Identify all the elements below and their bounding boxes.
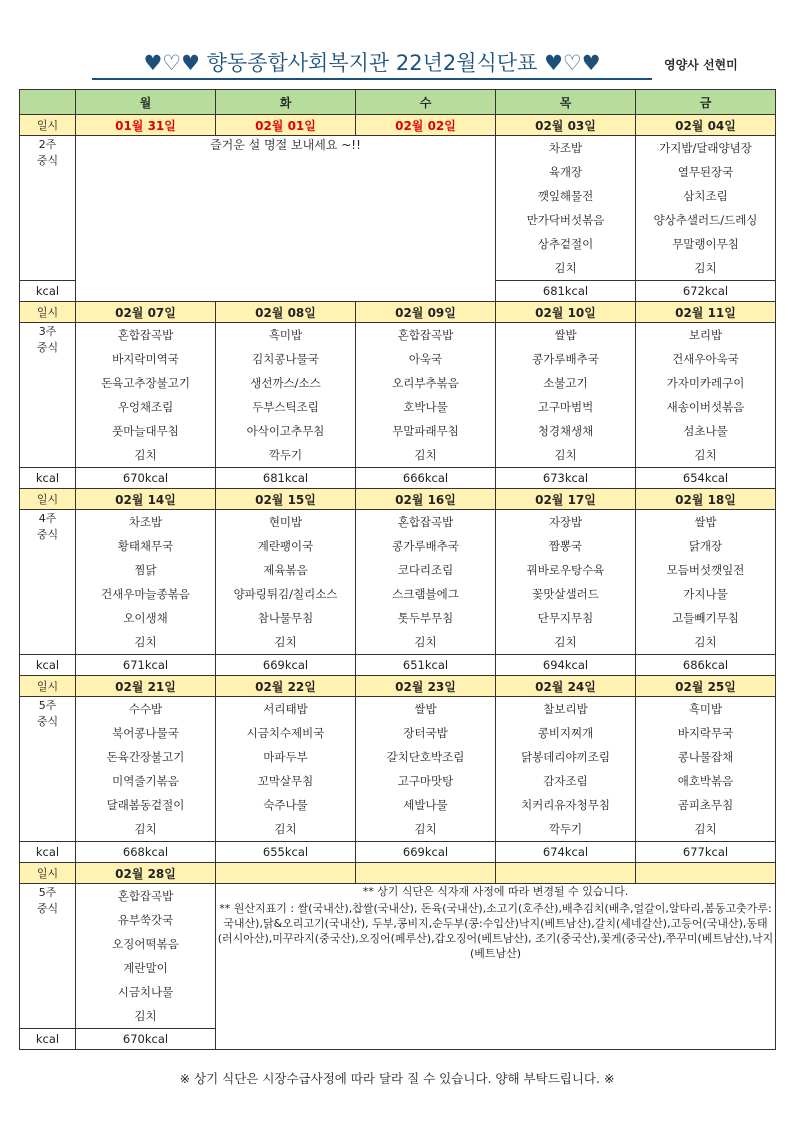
- kcal-cell: 670kcal: [76, 1029, 216, 1050]
- kcal-cell: 669kcal: [356, 842, 496, 863]
- kcal-row-week4: [20, 655, 776, 676]
- menu-table: [19, 89, 776, 1050]
- day-wed: 수: [356, 90, 496, 115]
- menu-item: 꽃맛살샐러드: [532, 587, 599, 601]
- day-tue: 화: [216, 90, 356, 115]
- menu-row-week3: [20, 323, 776, 468]
- menu-cell: [76, 697, 216, 842]
- menu-item: 달래봄동겉절이: [106, 798, 185, 812]
- menu-item: 애호박볶음: [677, 774, 734, 788]
- menu-row-week6: [20, 884, 776, 1029]
- menu-item: 바지락무국: [677, 726, 734, 740]
- menu-item: 쌀밥: [694, 515, 717, 529]
- dietitian-name: 영양사 선현미: [664, 58, 738, 72]
- empty-date-cell: [636, 863, 776, 884]
- date-row-week4: [20, 489, 776, 510]
- menu-item: 콩비지찌개: [537, 726, 594, 740]
- menu-cell: [356, 697, 496, 842]
- origin-label-notice: ** 원산지표기 : 쌀(국내산),찹쌀(국내산), 돈육(국내산),소고기(호주산),배추김치(배추,얼갈이,알타리,봄동고춧가루:국내산),닭&오리고기(국내산), 두부,콩비지,순두부(콩:수입산)낙지(베트남산),갈치(세네갈산),고등어(국내산),동태(러시아산),미꾸라지(중국산),오징어(페루산),갑오징어(베트남산), 조기(중국산),꽃게(중국산),쭈꾸미(베트남산),낙지(베트남산): [217, 902, 774, 960]
- menu-item: 고구마맛탕: [397, 774, 454, 788]
- empty-date-cell: [216, 863, 356, 884]
- menu-cell: [496, 136, 636, 281]
- menu-item: 흑미밥: [688, 702, 723, 716]
- title-text: 향동종합사회복지관 22년2월식단표: [206, 51, 538, 75]
- menu-item: 깍두기: [548, 822, 583, 836]
- kcal-cell: 681kcal: [216, 468, 356, 489]
- menu-item: 감자조림: [543, 774, 588, 788]
- menu-item: 시금치수제비국: [246, 726, 325, 740]
- menu-item: 깻잎해물전: [537, 189, 594, 203]
- menu-item: 두부스틱조림: [252, 400, 319, 414]
- kcal-label: kcal: [20, 468, 76, 489]
- menu-item: 김치: [694, 448, 717, 462]
- date-cell: 02월 04일: [636, 115, 776, 136]
- menu-row-week4: [20, 510, 776, 655]
- menu-item: 김치: [554, 635, 577, 649]
- menu-item: 건새우아욱국: [672, 352, 739, 366]
- menu-item: 풋마늘대무침: [112, 424, 179, 438]
- menu-item: 생선까스/소스: [250, 376, 321, 390]
- menu-item: 상추겉절이: [537, 237, 594, 251]
- menu-cell: [496, 323, 636, 468]
- menu-item: 소불고기: [543, 376, 588, 390]
- date-cell: 02월 22일: [216, 676, 356, 697]
- menu-cell: [76, 323, 216, 468]
- menu-item: 가지밥/달래양념장: [659, 141, 752, 155]
- menu-item: 청경채생채: [537, 424, 594, 438]
- menu-item: 김치: [554, 448, 577, 462]
- menu-item: 오징어떡볶음: [112, 937, 179, 951]
- hearts-left-icon: ♥♡♥: [143, 51, 200, 75]
- menu-item: 가지나물: [683, 587, 728, 601]
- menu-item: 자장밥: [548, 515, 583, 529]
- menu-item: 모듬버섯깻잎전: [666, 563, 745, 577]
- menu-item: 김치콩나물국: [252, 352, 319, 366]
- date-row-week3: [20, 302, 776, 323]
- kcal-label: kcal: [20, 655, 76, 676]
- menu-item: 흑미밥: [268, 328, 303, 342]
- menu-item: 김치: [694, 261, 717, 275]
- menu-item: 꼬막살무침: [257, 774, 314, 788]
- kcal-cell: 654kcal: [636, 468, 776, 489]
- date-label: 일시: [20, 489, 76, 510]
- kcal-cell: 674kcal: [496, 842, 636, 863]
- menu-cell: [356, 510, 496, 655]
- menu-item: 계란말이: [123, 961, 168, 975]
- date-cell: 02월 25일: [636, 676, 776, 697]
- menu-item: 무말랭이무침: [672, 237, 739, 251]
- date-cell: 02월 03일: [496, 115, 636, 136]
- menu-item: 갈치단호박조림: [386, 750, 465, 764]
- menu-item: 무말파래무침: [392, 424, 459, 438]
- menu-item: 마파두부: [263, 750, 308, 764]
- menu-item: 쌀밥: [414, 702, 437, 716]
- menu-item: 단무지무침: [537, 611, 594, 625]
- menu-item: 혼합잡곡밥: [117, 889, 174, 903]
- page-title: [92, 48, 652, 80]
- date-row-week6: [20, 863, 776, 884]
- day-fri: 금: [636, 90, 776, 115]
- menu-cell: [76, 884, 216, 1029]
- menu-item: 김치: [134, 1009, 157, 1023]
- menu-item: 김치: [694, 822, 717, 836]
- menu-item: 김치: [274, 635, 297, 649]
- menu-cell: [216, 323, 356, 468]
- kcal-cell: 672kcal: [636, 281, 776, 302]
- menu-item: 만가닥버섯볶음: [526, 213, 605, 227]
- date-cell: 02월 16일: [356, 489, 496, 510]
- menu-item: 호박나물: [403, 400, 448, 414]
- menu-item: 치커리유자청무침: [521, 798, 610, 812]
- menu-item: 보리밥: [688, 328, 723, 342]
- hearts-right-icon: ♥♡♥: [544, 51, 601, 75]
- week-label: 3주 중식: [20, 323, 76, 468]
- menu-item: 세발나물: [403, 798, 448, 812]
- menu-item: 시금치나물: [117, 985, 174, 999]
- menu-item: 김치: [134, 635, 157, 649]
- menu-item: 차조밥: [548, 141, 583, 155]
- week-label: 5주 중식: [20, 884, 76, 1029]
- menu-item: 고구마범벅: [537, 400, 594, 414]
- kcal-cell: 686kcal: [636, 655, 776, 676]
- date-cell: 02월 18일: [636, 489, 776, 510]
- menu-item: 양파링튀김/칠리소스: [233, 587, 338, 601]
- date-cell: 02월 07일: [76, 302, 216, 323]
- date-cell: 02월 09일: [356, 302, 496, 323]
- menu-item: 아삭이고추무침: [246, 424, 325, 438]
- menu-cell: [636, 136, 776, 281]
- empty-date-cell: [496, 863, 636, 884]
- date-cell: 02월 23일: [356, 676, 496, 697]
- menu-item: 장터국밥: [403, 726, 448, 740]
- kcal-cell: 655kcal: [216, 842, 356, 863]
- date-cell: 02월 14일: [76, 489, 216, 510]
- menu-item: 혼합잡곡밥: [397, 515, 454, 529]
- menu-item: 계란팽이국: [257, 539, 314, 553]
- menu-item: 서리태밥: [263, 702, 308, 716]
- menu-item: 닭개장: [688, 539, 723, 553]
- menu-cell: [636, 323, 776, 468]
- menu-item: 오이생채: [123, 611, 168, 625]
- menu-cell: [216, 697, 356, 842]
- footer-notice: ※ 상기 식단은 시장수급사정에 따라 달라 질 수 있습니다. 양해 부탁드립니다. ※: [179, 1071, 615, 1086]
- kcal-label: kcal: [20, 1029, 76, 1050]
- week-label: 5주 중식: [20, 697, 76, 842]
- menu-item: 찜닭: [134, 563, 157, 577]
- date-label: 일시: [20, 302, 76, 323]
- menu-cell: [76, 510, 216, 655]
- date-cell: 02월 24일: [496, 676, 636, 697]
- menu-item: 코다리조림: [397, 563, 454, 577]
- date-cell: 02월 01일: [216, 115, 356, 136]
- kcal-row-week3: [20, 468, 776, 489]
- menu-item: 콩가루배추국: [532, 352, 599, 366]
- date-label: 일시: [20, 863, 76, 884]
- menu-item: 깍두기: [268, 448, 303, 462]
- menu-item: 김치: [414, 448, 437, 462]
- menu-cell: [636, 510, 776, 655]
- week-label: 4주 중식: [20, 510, 76, 655]
- menu-cell: [496, 697, 636, 842]
- menu-change-notice: ** 상기 식단은 식자재 사정에 따라 변경될 수 있습니다.: [362, 885, 629, 898]
- menu-item: 돈육간장불고기: [106, 750, 185, 764]
- menu-item: 열무된장국: [677, 165, 734, 179]
- date-label: 일시: [20, 115, 76, 136]
- date-cell: 02월 21일: [76, 676, 216, 697]
- empty-date-cell: [356, 863, 496, 884]
- menu-item: 아욱국: [408, 352, 443, 366]
- menu-item: 육개장: [548, 165, 583, 179]
- menu-item: 김치: [414, 822, 437, 836]
- menu-item: 차조밥: [128, 515, 163, 529]
- menu-item: 바지락미역국: [112, 352, 179, 366]
- menu-item: 삼치조림: [683, 189, 728, 203]
- holiday-message: 즐거운 설 명절 보내세요 ~!!: [76, 136, 496, 302]
- menu-item: 제육볶음: [263, 563, 308, 577]
- menu-item: 유부쑥갓국: [117, 913, 174, 927]
- menu-item: 꿔바로우탕수육: [526, 563, 605, 577]
- date-cell: 02월 11일: [636, 302, 776, 323]
- menu-item: 김치: [134, 448, 157, 462]
- menu-cell: [636, 697, 776, 842]
- header: [0, 44, 794, 84]
- date-cell: 02월 17일: [496, 489, 636, 510]
- menu-item: 양상추샐러드/드레싱: [653, 213, 758, 227]
- date-row-week5: [20, 676, 776, 697]
- menu-item: 쌀밥: [554, 328, 577, 342]
- kcal-cell: 671kcal: [76, 655, 216, 676]
- menu-item: 짬뽕국: [548, 539, 583, 553]
- menu-item: 섬초나물: [683, 424, 728, 438]
- menu-item: 김치: [274, 822, 297, 836]
- kcal-label: kcal: [20, 842, 76, 863]
- kcal-cell: 666kcal: [356, 468, 496, 489]
- kcal-cell: 681kcal: [496, 281, 636, 302]
- menu-item: 숙주나물: [263, 798, 308, 812]
- menu-item: 미역줄기볶음: [112, 774, 179, 788]
- menu-item: 콩가루배추국: [392, 539, 459, 553]
- menu-item: 새송이버섯볶음: [666, 400, 745, 414]
- week-label: 2주 중식: [20, 136, 76, 281]
- menu-cell: [496, 510, 636, 655]
- date-cell: 02월 02일: [356, 115, 496, 136]
- menu-item: 혼합잡곡밥: [397, 328, 454, 342]
- menu-item: 건새우마늘종볶음: [101, 587, 190, 601]
- menu-item: 김치: [134, 822, 157, 836]
- date-cell: 02월 10일: [496, 302, 636, 323]
- kcal-cell: 668kcal: [76, 842, 216, 863]
- kcal-cell: 694kcal: [496, 655, 636, 676]
- notice-cell: [216, 884, 776, 1050]
- menu-item: 스크램블에그: [392, 587, 459, 601]
- date-cell: 02월 28일: [76, 863, 216, 884]
- kcal-label: kcal: [20, 281, 76, 302]
- kcal-cell: 651kcal: [356, 655, 496, 676]
- kcal-cell: 677kcal: [636, 842, 776, 863]
- menu-item: 오리부추볶음: [392, 376, 459, 390]
- menu-item: 찰보리밥: [543, 702, 588, 716]
- menu-item: 참나물무침: [257, 611, 314, 625]
- menu-item: 현미밥: [268, 515, 303, 529]
- date-label: 일시: [20, 676, 76, 697]
- menu-item: 김치: [414, 635, 437, 649]
- menu-item: 톳두부무침: [397, 611, 454, 625]
- menu-item: 돈육고추장불고기: [101, 376, 190, 390]
- date-cell: 01월 31일: [76, 115, 216, 136]
- menu-item: 황태채무국: [117, 539, 174, 553]
- menu-item: 김치: [694, 635, 717, 649]
- date-cell: 02월 15일: [216, 489, 356, 510]
- menu-item: 북어콩나물국: [112, 726, 179, 740]
- menu-item: 곰피초무침: [677, 798, 734, 812]
- menu-item: 수수밥: [128, 702, 163, 716]
- menu-item: 가자미카레구이: [666, 376, 745, 390]
- corner-cell: [20, 90, 76, 115]
- kcal-row-week5: [20, 842, 776, 863]
- menu-item: 김치: [554, 261, 577, 275]
- kcal-cell: 670kcal: [76, 468, 216, 489]
- menu-item: 고들빼기무침: [672, 611, 739, 625]
- kcal-cell: 669kcal: [216, 655, 356, 676]
- day-thu: 목: [496, 90, 636, 115]
- menu-row-week5: [20, 697, 776, 842]
- menu-item: 혼합잡곡밥: [117, 328, 174, 342]
- menu-cell: [216, 510, 356, 655]
- kcal-cell: 673kcal: [496, 468, 636, 489]
- date-row-week2: [20, 115, 776, 136]
- menu-item: 닭봉데리야끼조림: [521, 750, 610, 764]
- date-cell: 02월 08일: [216, 302, 356, 323]
- menu-row-week2: [20, 136, 776, 281]
- weekday-header-row: [20, 90, 776, 115]
- day-mon: 월: [76, 90, 216, 115]
- menu-item: 우엉채조림: [117, 400, 174, 414]
- menu-item: 콩나물잡채: [677, 750, 734, 764]
- menu-cell: [356, 323, 496, 468]
